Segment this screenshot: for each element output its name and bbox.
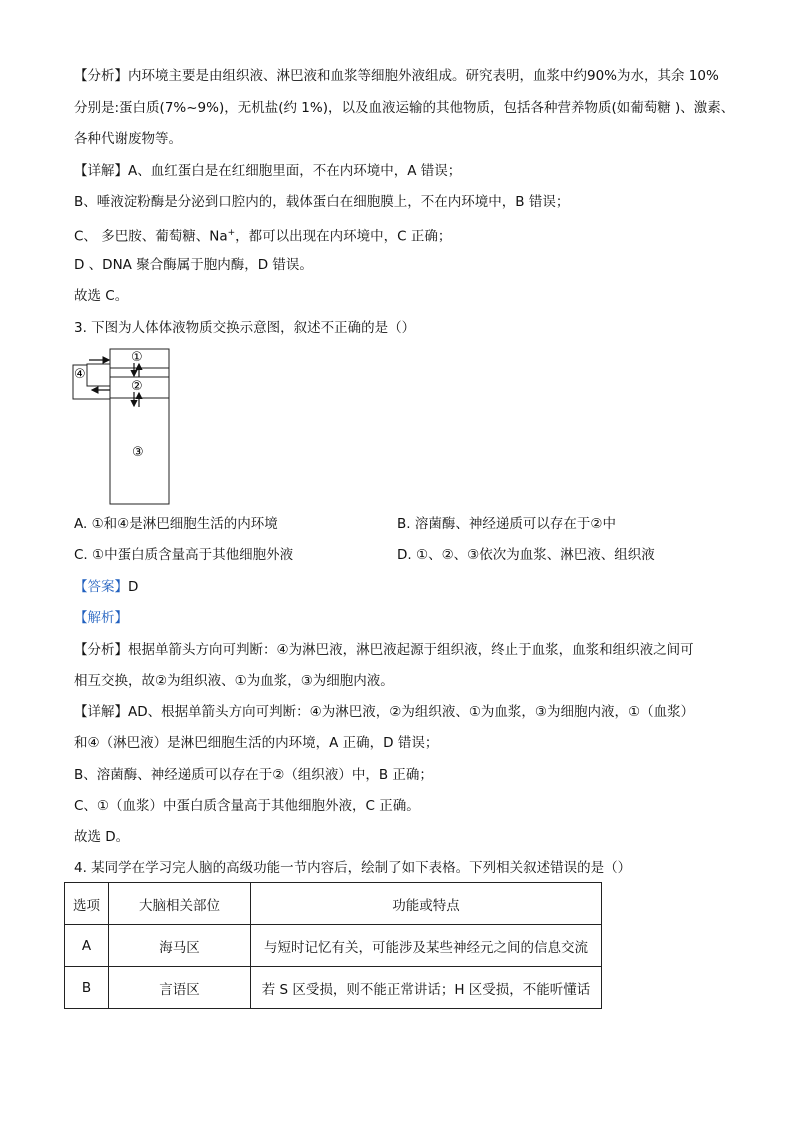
prev-conclusion: 故选 C。 — [74, 288, 129, 304]
prev-analysis-line-3: 各种代谢废物等。 — [74, 131, 182, 147]
prev-detail-b: B、唾液淀粉酶是分泌到口腔内的，载体蛋白在细胞膜上，不在内环境中，B 错误； — [74, 194, 570, 210]
cell-function: 若 S 区受损，则不能正常讲话；H 区受损，不能听懂话 — [251, 967, 602, 1009]
table-row — [65, 925, 602, 967]
label-four: ④ — [74, 367, 86, 382]
prev-detail-d: D 、DNA 聚合酶属于胞内酶，D 错误。 — [74, 257, 313, 273]
body-fluid-exchange-diagram — [70, 347, 175, 509]
q3-option-a: A. ①和④是淋巴细胞生活的内环境 — [74, 516, 278, 532]
lymph-box — [87, 364, 110, 386]
table-header-row — [65, 883, 602, 925]
prev-detail-c — [74, 223, 451, 247]
q3-detail-line-2: 和④（淋巴液）是淋巴细胞生活的内环境，A 正确，D 错误； — [74, 735, 439, 751]
cell-region: 海马区 — [109, 925, 251, 967]
label-one: ① — [131, 350, 143, 365]
prev-analysis-line-2: 分别是:蛋白质(7%~9%)，无机盐(约 1%)，以及血液运输的其他物质，包括各种营养物质(如葡萄糖 )、激素、 — [74, 100, 735, 116]
cell-region: 言语区 — [109, 967, 251, 1009]
answer-label: 【答案】 — [74, 579, 128, 595]
prev-detail-c-sup: + — [227, 228, 236, 238]
q3-explain-label: 【解析】 — [74, 610, 128, 626]
prev-detail-c-post: ，都可以出现在内环境中，C 正确； — [235, 228, 452, 245]
brain-function-table — [64, 882, 602, 1009]
q3-detail-line-3: B、溶菌酶、神经递质可以存在于②（组织液）中，B 正确； — [74, 767, 433, 783]
label-two: ② — [131, 379, 143, 394]
prev-detail-a: 【详解】A、血红蛋白是在红细胞里面，不在内环境中，A 错误； — [74, 163, 462, 179]
q4-stem: 4. 某同学在学习完人脑的高级功能一节内容后，绘制了如下表格。下列相关叙述错误的是（） — [74, 860, 632, 876]
prev-analysis-line-1: 【分析】内环境主要是由组织液、淋巴液和血浆等细胞外液组成。研究表明，血浆中约90%为水，其余 10% — [74, 68, 719, 84]
q3-conclusion: 故选 D。 — [74, 829, 130, 845]
cell-option: A — [65, 925, 109, 967]
table-row — [65, 967, 602, 1009]
q3-analysis-line-2: 相互交换，故②为组织液、①为血浆，③为细胞内液。 — [74, 673, 394, 689]
q3-detail-line-1: 【详解】AD、根据单箭头方向可判断：④为淋巴液，②为组织液、①为血浆，③为细胞内液，①（血浆） — [74, 704, 695, 720]
q3-option-d: D. ①、②、③依次为血浆、淋巴液、组织液 — [397, 547, 655, 563]
q3-analysis-line-1: 【分析】根据单箭头方向可判断：④为淋巴液，淋巴液起源于组织液，终止于血浆，血浆和组织液之间可 — [74, 642, 694, 658]
q3-option-b: B. 溶菌酶、神经递质可以存在于②中 — [397, 516, 616, 532]
q3-stem: 3. 下图为人体体液物质交换示意图，叙述不正确的是（） — [74, 320, 416, 336]
header-function: 功能或特点 — [251, 883, 602, 925]
cell-function: 与短时记忆有关，可能涉及某些神经元之间的信息交流 — [251, 925, 602, 967]
q3-answer — [74, 577, 138, 597]
header-option: 选项 — [65, 883, 109, 925]
label-three: ③ — [132, 445, 144, 460]
cell-option: B — [65, 967, 109, 1009]
q3-detail-line-4: C、①（血浆）中蛋白质含量高于其他细胞外液，C 正确。 — [74, 798, 420, 814]
header-brain-region: 大脑相关部位 — [109, 883, 251, 925]
prev-detail-c-pre: C、 多巴胺、葡萄糖、Na — [74, 228, 228, 245]
answer-value: D — [128, 579, 139, 595]
q3-option-c: C. ①中蛋白质含量高于其他细胞外液 — [74, 547, 294, 563]
